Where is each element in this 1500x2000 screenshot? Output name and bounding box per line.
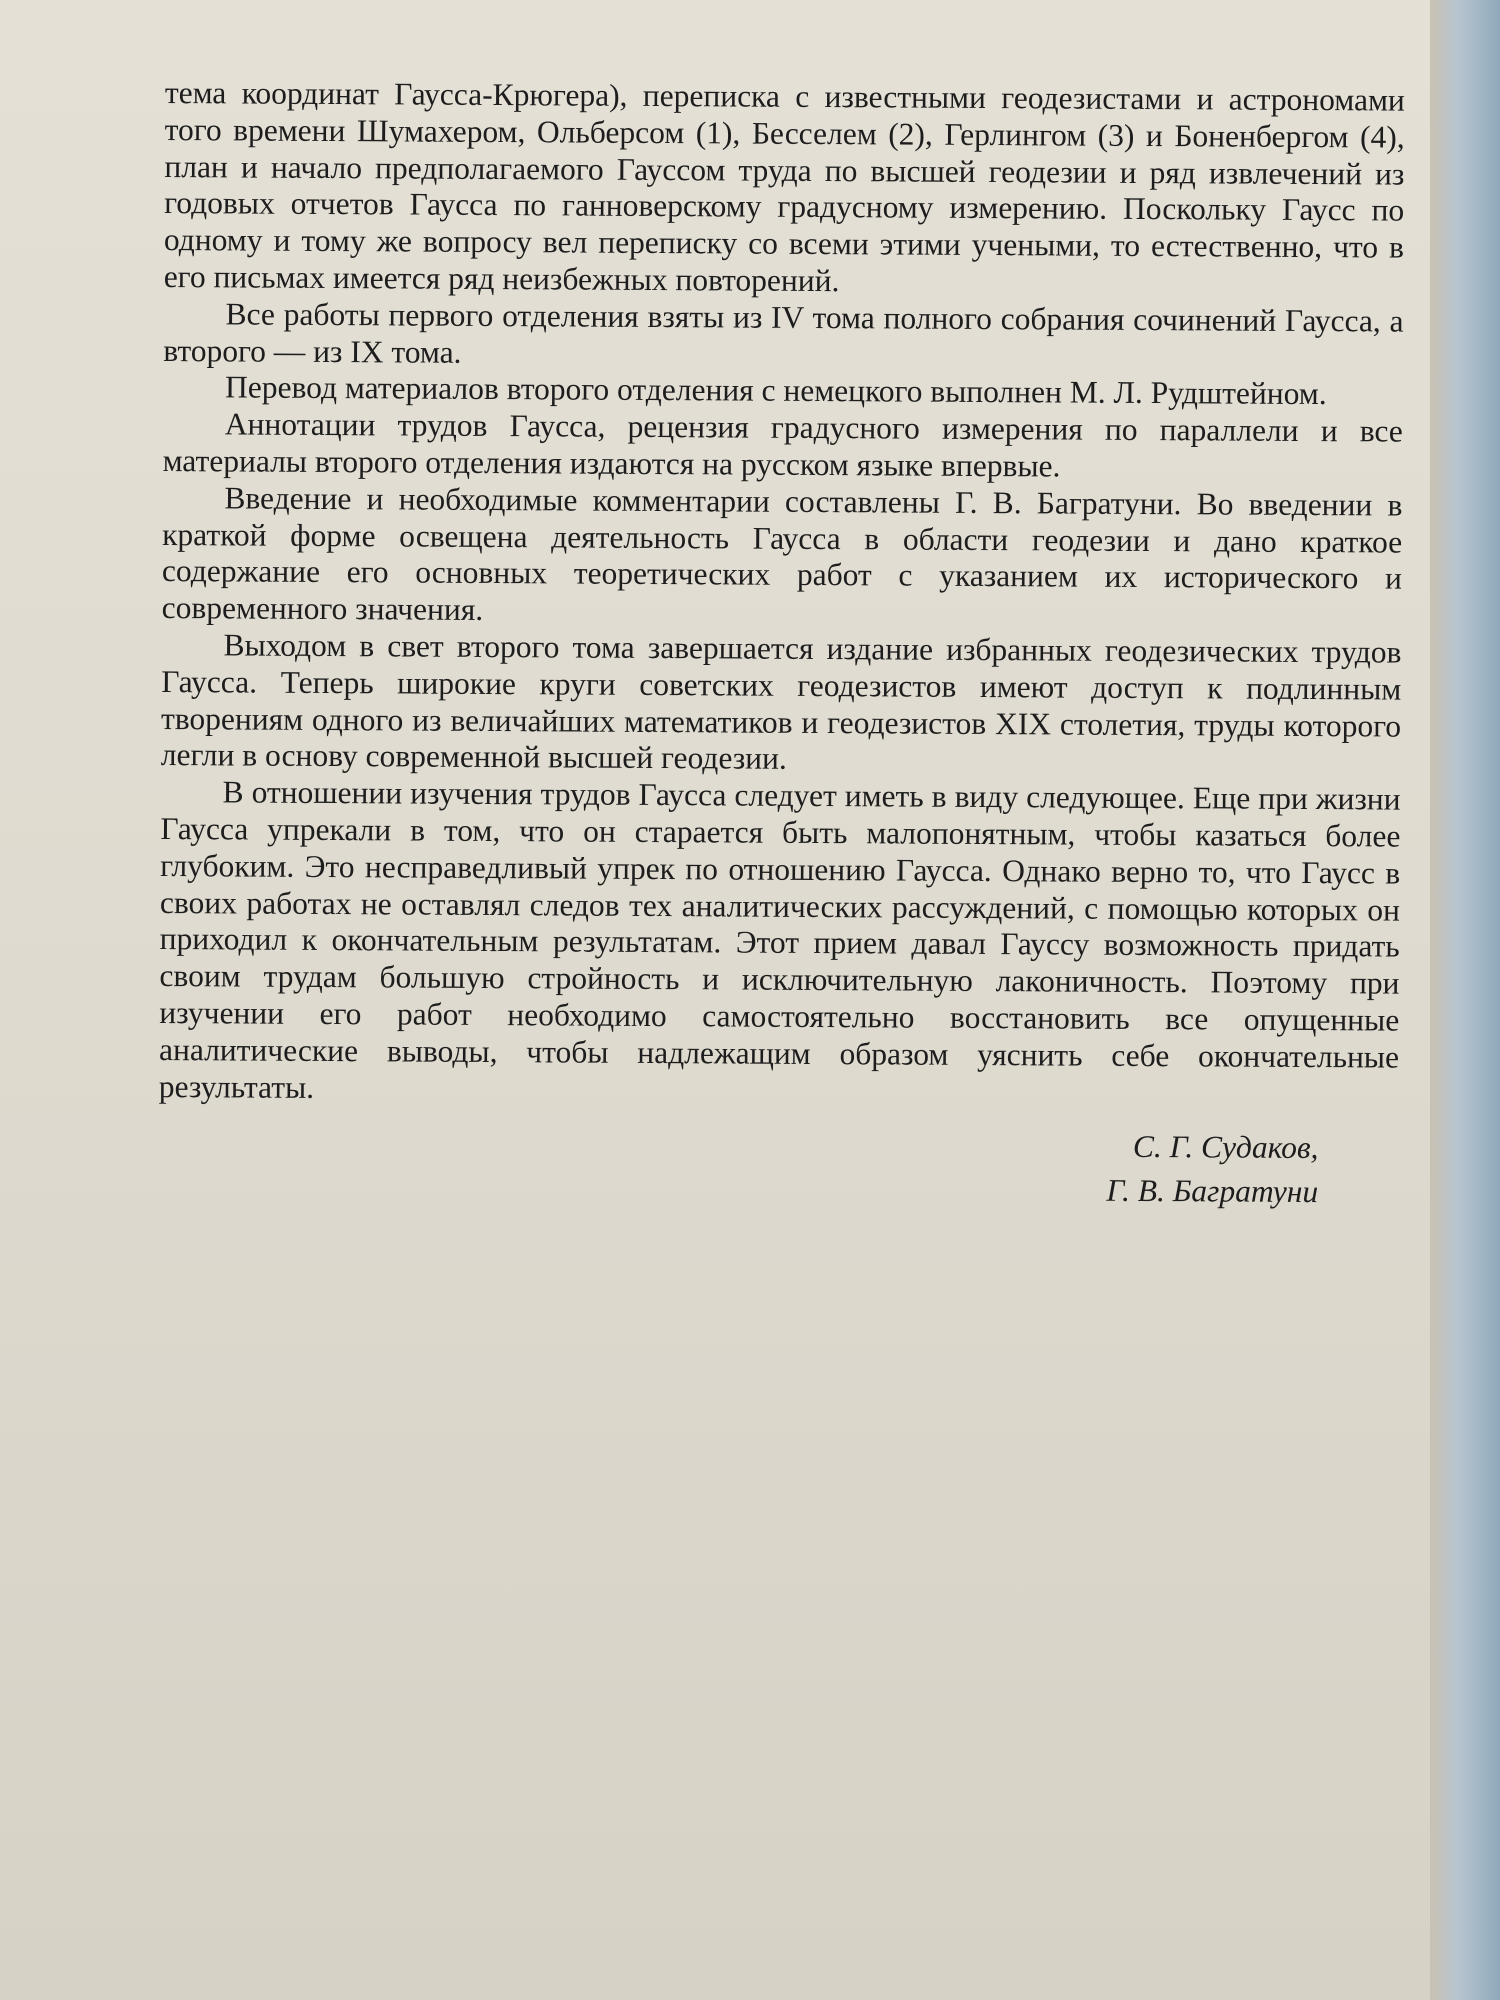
signature-block (158, 1119, 1399, 1215)
page-text (158, 75, 1405, 1215)
paragraph-6: Выходом в свет второго тома завершается издание избранных геодезических трудов Гаусса. Теперь широкие круги советских геодезистов имеют доступ к подлинным творениям одного из величайших математиков и геодезистов XIX столетия, труды которого легли в основу современной высшей геодезии. (160, 627, 1402, 777)
paragraph-5: Введение и необходимые комментарии составлены Г. В. Багратуни. Во введении в краткой форме освещена деятельность Гаусса в области геодезии и дано краткое содержание его основных теоретических работ с указанием их исторического и современного значения. (161, 480, 1403, 628)
signature-bagratuni: Г. В. Багратуни (1106, 1173, 1319, 1210)
paragraph-3: Перевод материалов второго отделения с немецкого выполнен М. Л. Рудштейном. (224, 369, 1327, 412)
background-edge (1430, 0, 1500, 2000)
signature-sudakov: С. Г. Судаков, (1132, 1129, 1319, 1166)
paragraph-1: тема координат Гаусса-Крюгера), переписка с известными геодезистами и астрономами того времени Шумахером, Ольберсом (1), Бесселем (2), Герлингом (3) и Боненбергом (4), план и начало предполагаемого Гауссом труда по высшей геодезии и ряд извлечений из годовых отчетов Гаусса по ганноверскому градусному измерению. Поскольку Гаусс по одному и тому же вопросу вел переписку со всеми этими учеными, то естественно, что в его письмах имеется ряд неизбежных повторений. (163, 75, 1405, 299)
paragraph-7: В отношении изучения трудов Гаусса следует иметь в виду следующее. Еще при жизни Гаусса упрекали в том, что он старается быть малопонятным, чтобы казаться более глубоким. Это несправедливый упрек по отношению Гаусса. Однако верно то, что Гаусс в своих работах не оставлял следов тех аналитических рассуждений, с помощью которых он приходил к окончательным результатам. Этот прием давал Гауссу возможность придать своим трудам большую стройность и исключительную лаконичность. Поэтому при изучении его работ необходимо самостоятельно восстановить все опущенные аналитические выводы, чтобы надлежащим образом уяснить себе окончательные результаты. (158, 774, 1401, 1105)
paragraph-2: Все работы первого отделения взяты из IV тома полного собрания сочинений Гаусса, а второго — из IX тома. (163, 296, 1404, 370)
paragraph-4: Аннотации трудов Гаусса, рецензия градусного измерения по параллели и все материалы второго отделения издаются на русском языке впервые. (162, 406, 1403, 484)
